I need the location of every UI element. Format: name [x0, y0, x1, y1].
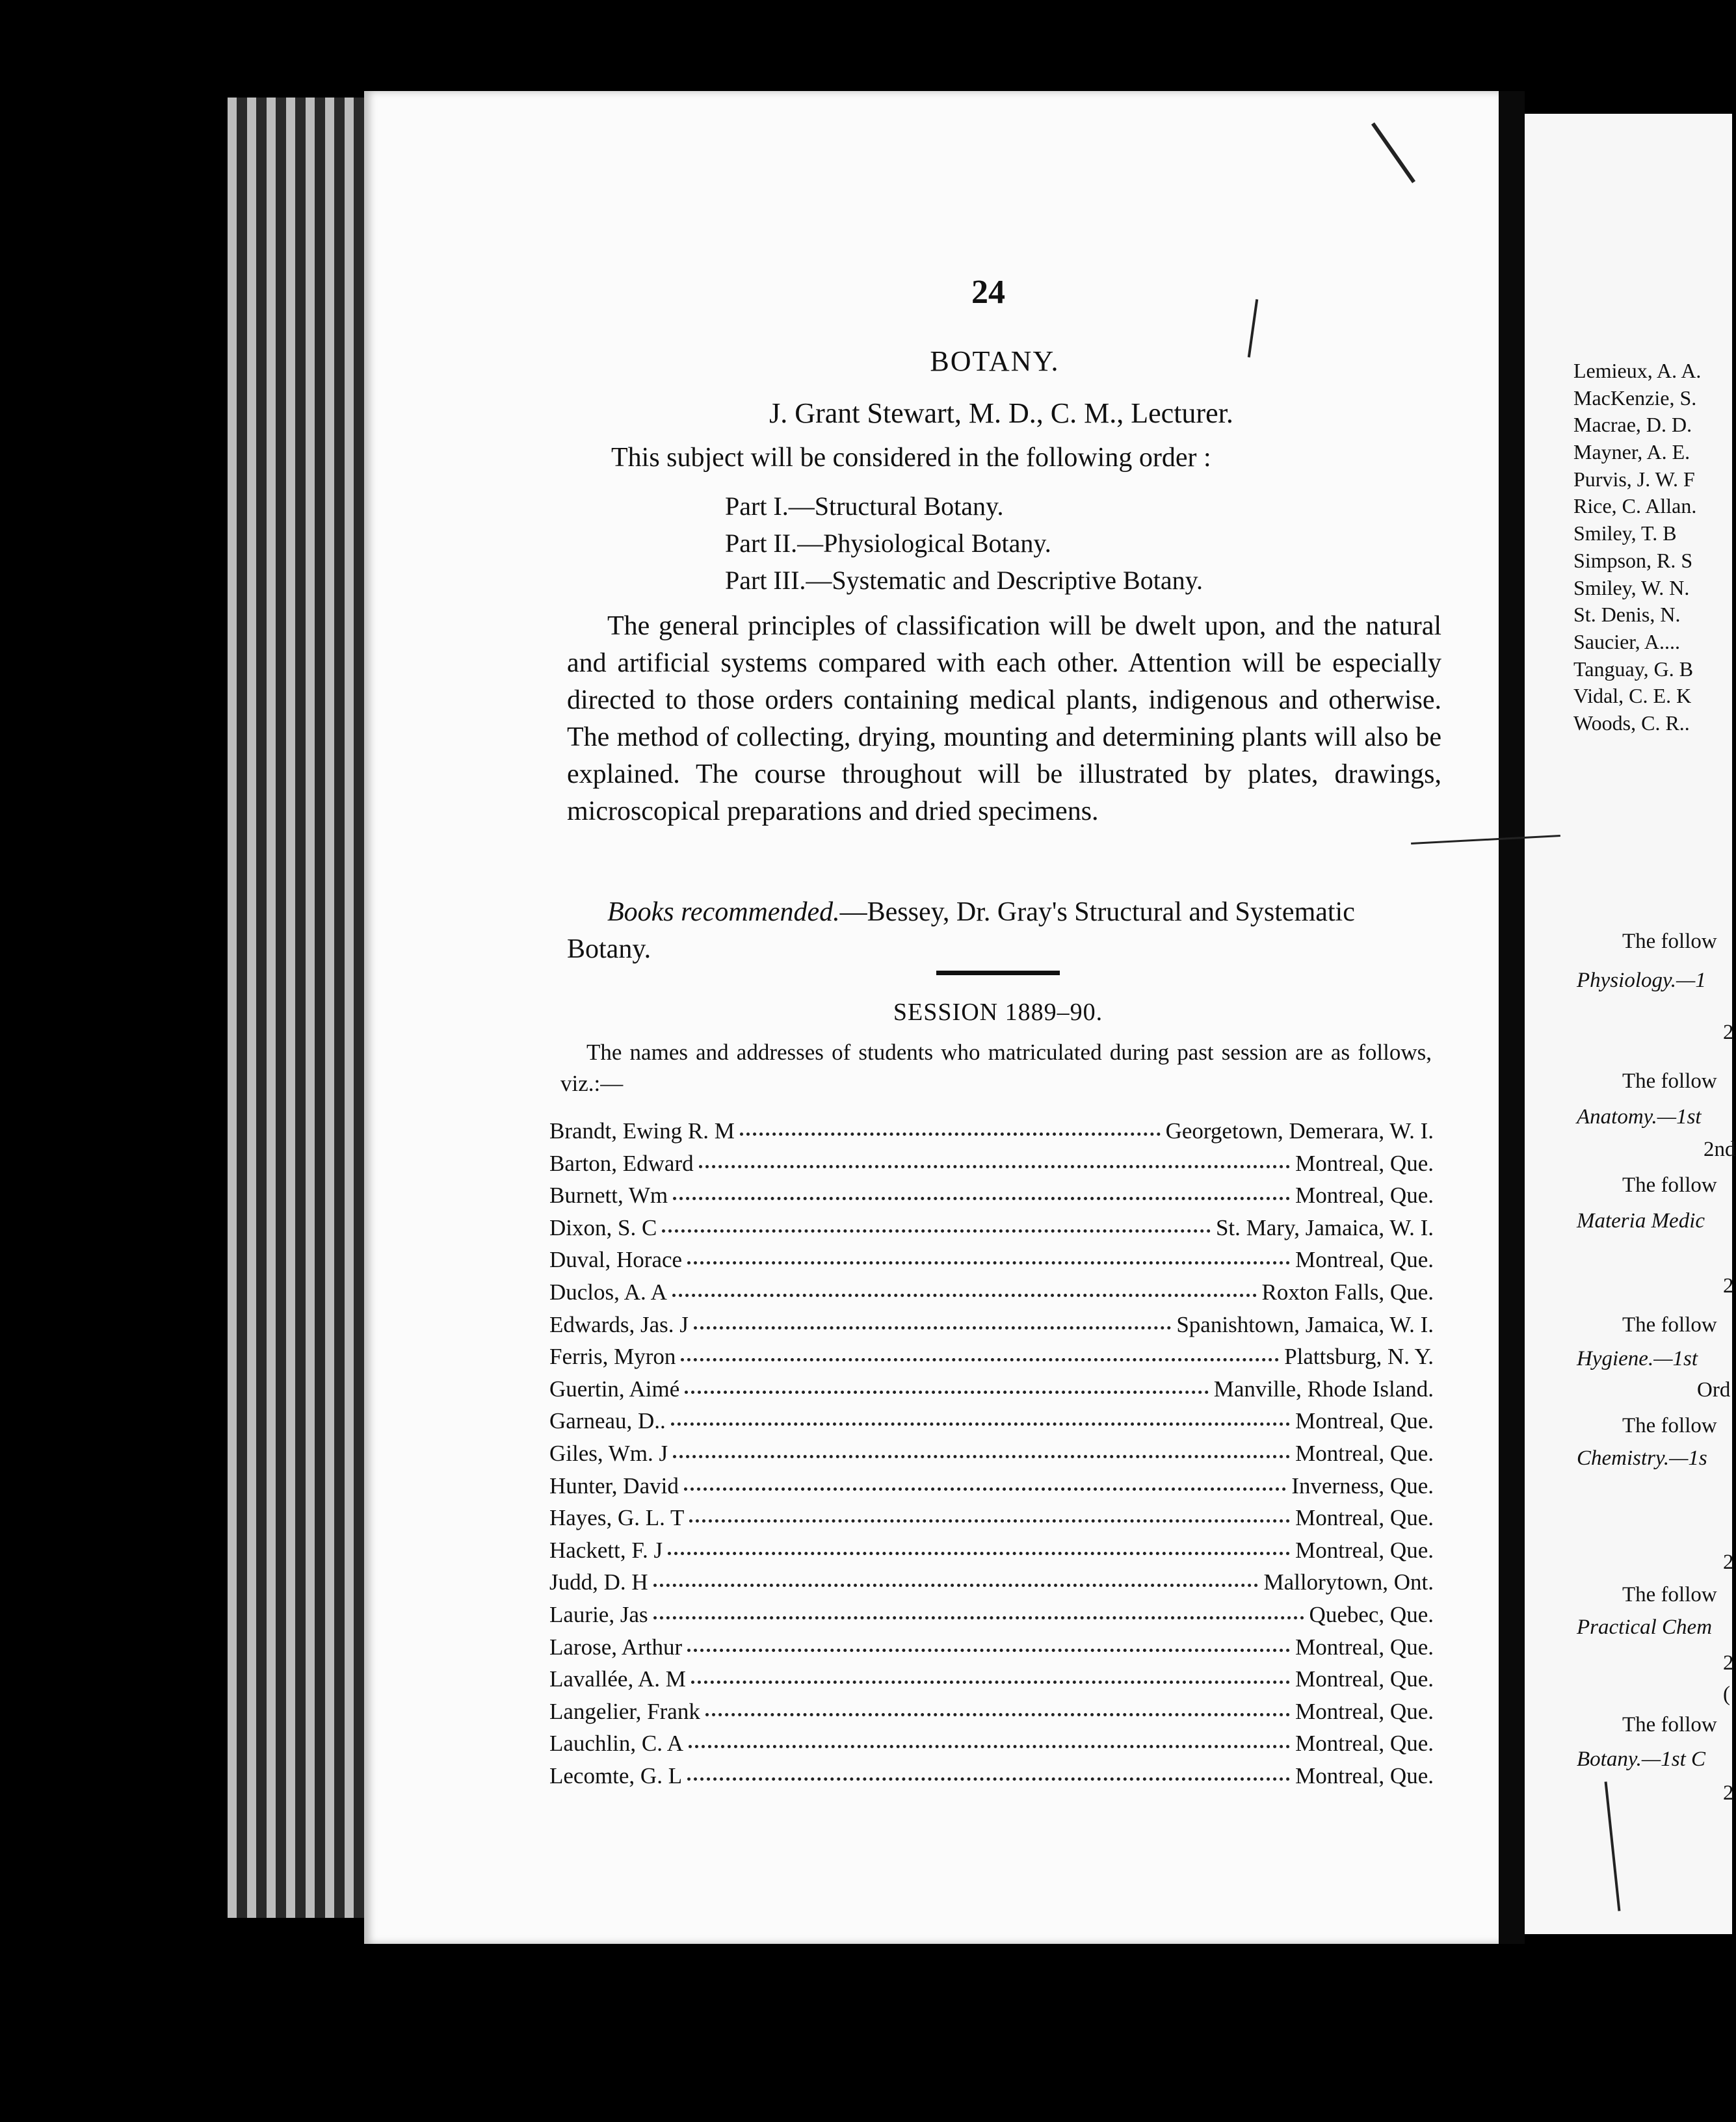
- student-name: Langelier, Frank: [549, 1698, 700, 1724]
- right-fragment: Materia Medic: [1577, 1209, 1705, 1233]
- book-gutter: [1499, 91, 1525, 1944]
- page-number: 24: [971, 274, 1005, 311]
- part-item: Part I.—Structural Botany.: [725, 491, 1004, 521]
- student-name: Lavallée, A. M: [549, 1666, 686, 1692]
- student-name: Laurie, Jas: [549, 1601, 648, 1627]
- dot-leader: [671, 1422, 1290, 1426]
- student-address: Montreal, Que.: [1295, 1731, 1434, 1757]
- session-title: SESSION 1889–90.: [893, 999, 1103, 1026]
- right-fragment: (: [1723, 1683, 1730, 1706]
- right-fragment: 2: [1723, 1781, 1734, 1805]
- list-item: Vidal, C. E. K: [1573, 684, 1692, 708]
- list-item: Purvis, J. W. F: [1573, 467, 1695, 491]
- student-address: Inverness, Que.: [1291, 1473, 1434, 1499]
- list-item: [549, 1569, 1434, 1602]
- right-fragment: 2nd: [1703, 1138, 1736, 1161]
- right-fragment: The follow: [1622, 1583, 1717, 1606]
- right-fragment: 2: [1723, 1651, 1734, 1675]
- list-item: [549, 1602, 1434, 1634]
- list-item: Smiley, W. N.: [1573, 575, 1690, 599]
- right-fragment: The follow: [1622, 1069, 1717, 1093]
- dot-leader: [687, 1649, 1290, 1652]
- student-name: Barton, Edward: [549, 1150, 694, 1176]
- student-name: Hayes, G. L. T: [549, 1505, 685, 1531]
- list-item: [549, 1118, 1434, 1151]
- dot-leader: [672, 1294, 1257, 1297]
- dot-leader: [653, 1616, 1304, 1619]
- books-text: —Bessey, Dr. Gray's Structural and Systematic Botany.: [567, 897, 1355, 964]
- list-item: Woods, C. R..: [1573, 711, 1690, 735]
- section-divider: [936, 971, 1060, 975]
- dot-leader: [689, 1519, 1290, 1523]
- list-item: Mayner, A. E.: [1573, 440, 1690, 464]
- right-fragment: The follow: [1622, 1713, 1717, 1736]
- student-address: Montreal, Que.: [1295, 1698, 1434, 1724]
- list-item: Macrae, D. D.: [1573, 413, 1692, 437]
- right-fragment: 2: [1723, 1021, 1734, 1044]
- student-name: Garneau, D..: [549, 1408, 666, 1434]
- list-item: [549, 1279, 1434, 1312]
- list-item: [549, 1634, 1434, 1667]
- list-item: Smiley, T. B: [1573, 521, 1677, 545]
- section-heading: BOTANY.: [930, 345, 1060, 377]
- student-name: Duval, Horace: [549, 1247, 683, 1273]
- parts-list: [725, 491, 1203, 602]
- part-item: Part II.—Physiological Botany.: [725, 529, 1051, 558]
- list-item: [549, 1344, 1434, 1376]
- part-item: Part III.—Systematic and Descriptive Botany.: [725, 566, 1203, 595]
- student-name: Dixon, S. C: [549, 1214, 657, 1240]
- student-list: [549, 1118, 1434, 1795]
- student-address: Montreal, Que.: [1295, 1537, 1434, 1563]
- lecturer-line: J. Grant Stewart, M. D., C. M., Lecturer.: [769, 397, 1233, 429]
- dot-leader: [668, 1552, 1290, 1555]
- student-name: Burnett, Wm: [549, 1183, 668, 1209]
- student-name: Hunter, David: [549, 1473, 679, 1499]
- student-address: Georgetown, Demerara, W. I.: [1165, 1118, 1434, 1144]
- student-address: Montreal, Que.: [1295, 1150, 1434, 1176]
- student-address: Roxton Falls, Que.: [1261, 1279, 1434, 1305]
- list-item: Saucier, A....: [1573, 629, 1681, 653]
- list-item: Lemieux, A. A.: [1573, 359, 1702, 382]
- dot-leader: [653, 1584, 1259, 1587]
- student-address: Montreal, Que.: [1295, 1247, 1434, 1273]
- list-item: [549, 1666, 1434, 1699]
- dot-leader: [687, 1777, 1290, 1781]
- list-item: Simpson, R. S: [1573, 548, 1693, 572]
- right-fragment: Practical Chem: [1577, 1616, 1713, 1639]
- dot-leader: [681, 1358, 1279, 1361]
- dot-leader: [662, 1229, 1211, 1233]
- student-address: St. Mary, Jamaica, W. I.: [1215, 1214, 1434, 1240]
- student-name: Ferris, Myron: [549, 1344, 676, 1370]
- student-name: Larose, Arthur: [549, 1634, 683, 1660]
- student-address: Manville, Rhode Island.: [1213, 1376, 1434, 1402]
- list-item: [549, 1151, 1434, 1183]
- dot-leader: [694, 1326, 1171, 1330]
- student-name: Guertin, Aimé: [549, 1376, 680, 1402]
- list-item: [549, 1538, 1434, 1570]
- right-fragment: The follow: [1622, 930, 1717, 953]
- list-item: MacKenzie, S.: [1573, 386, 1697, 410]
- right-fragment: Ord: [1697, 1378, 1731, 1402]
- student-name: Duclos, A. A: [549, 1279, 667, 1305]
- list-item: [549, 1183, 1434, 1215]
- list-item: [549, 1441, 1434, 1473]
- list-item: [549, 1215, 1434, 1248]
- student-address: Mallorytown, Ont.: [1263, 1569, 1434, 1595]
- list-item: [549, 1763, 1434, 1796]
- dot-leader: [705, 1713, 1290, 1716]
- student-address: Montreal, Que.: [1295, 1505, 1434, 1531]
- dot-leader: [691, 1681, 1290, 1684]
- books-label: Books recommended.: [607, 897, 840, 927]
- books-recommended: [567, 894, 1441, 968]
- dot-leader: [689, 1745, 1290, 1748]
- dot-leader: [687, 1261, 1290, 1264]
- student-name: Judd, D. H: [549, 1569, 648, 1595]
- student-name: Edwards, Jas. J: [549, 1311, 689, 1337]
- student-address: Montreal, Que.: [1295, 1440, 1434, 1466]
- student-name: Hackett, F. J: [549, 1537, 663, 1563]
- right-page-name-list: [1573, 359, 1701, 739]
- list-item: [549, 1473, 1434, 1506]
- student-address: Spanishtown, Jamaica, W. I.: [1176, 1311, 1434, 1337]
- list-item: [549, 1505, 1434, 1538]
- list-item: [549, 1247, 1434, 1279]
- right-fragment: 2: [1723, 1274, 1734, 1298]
- right-fragment: Botany.—1st C: [1577, 1748, 1706, 1771]
- dot-leader: [699, 1165, 1291, 1168]
- student-address: Montreal, Que.: [1295, 1408, 1434, 1434]
- list-item: St. Denis, N.: [1573, 603, 1681, 627]
- student-name: Lecomte, G. L: [549, 1762, 683, 1788]
- intro-line: This subject will be considered in the following order :: [611, 443, 1211, 473]
- right-fragment: The follow: [1622, 1313, 1717, 1337]
- student-name: Brandt, Ewing R. M: [549, 1118, 735, 1144]
- dot-leader: [740, 1133, 1161, 1136]
- right-fragment: Hygiene.—1st: [1577, 1347, 1698, 1370]
- student-address: Quebec, Que.: [1309, 1601, 1434, 1627]
- student-address: Plattsburg, N. Y.: [1284, 1344, 1434, 1370]
- right-fragment: Anatomy.—1st: [1577, 1105, 1702, 1129]
- student-address: Montreal, Que.: [1295, 1634, 1434, 1660]
- list-item: [549, 1312, 1434, 1344]
- list-item: [549, 1408, 1434, 1441]
- list-item: [549, 1699, 1434, 1731]
- student-name: Giles, Wm. J: [549, 1440, 668, 1466]
- right-fragment: The follow: [1622, 1414, 1717, 1437]
- dot-leader: [684, 1487, 1286, 1491]
- dot-leader: [673, 1197, 1290, 1200]
- list-item: Rice, C. Allan.: [1573, 494, 1697, 518]
- list-item: [549, 1376, 1434, 1409]
- student-name: Lauchlin, C. A: [549, 1731, 684, 1757]
- right-fragment: Chemistry.—1s: [1577, 1447, 1707, 1470]
- description-paragraph: The general principles of classification will be dwelt upon, and the natural and artificial systems compared with each other. Attention will be especially directed to those orders containing medical plants, indigenous and otherwise. The method of collecting, drying, mounting and determining plants will also be explained. The course throughout will be illustrated by plates, drawings, microscopical preparations and dried specimens.: [567, 611, 1441, 826]
- right-fragment: 2: [1723, 1551, 1734, 1574]
- book-page-edges: [228, 98, 377, 1918]
- list-item: [549, 1731, 1434, 1763]
- student-address: Montreal, Que.: [1295, 1762, 1434, 1788]
- session-intro: The names and addresses of students who matriculated during past session are as follows, viz.:—: [560, 1040, 1432, 1096]
- dot-leader: [685, 1391, 1208, 1394]
- student-address: Montreal, Que.: [1295, 1666, 1434, 1692]
- right-fragment: Physiology.—1: [1577, 969, 1706, 992]
- dot-leader: [673, 1455, 1290, 1458]
- student-address: Montreal, Que.: [1295, 1183, 1434, 1209]
- list-item: Tanguay, G. B: [1573, 657, 1694, 681]
- right-fragment: The follow: [1622, 1173, 1717, 1197]
